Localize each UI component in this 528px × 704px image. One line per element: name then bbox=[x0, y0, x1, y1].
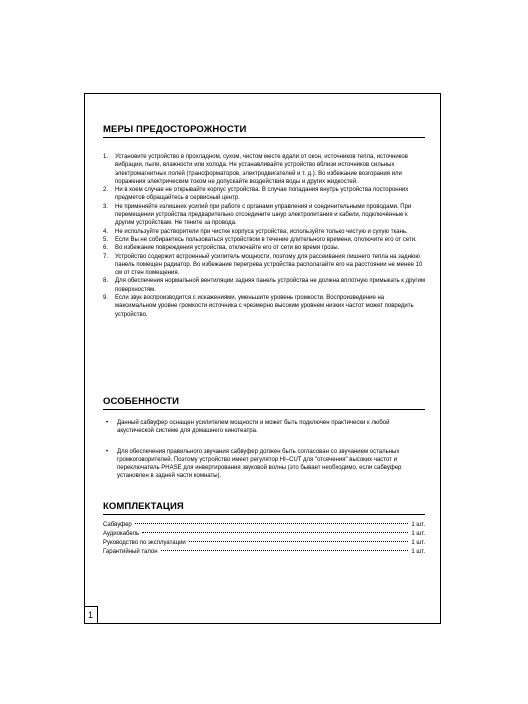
bullet-icon: • bbox=[106, 420, 109, 426]
list-item: Гарантийный талон 1 шт. bbox=[103, 549, 425, 555]
kit-heading: КОМПЛЕКТАЦИЯ bbox=[103, 501, 425, 515]
list-item: 8. Для обеспечения нормальной вентиляции задняя панель устройства не должна вплотную примыкать к другим поверхностям. bbox=[103, 278, 426, 293]
list-item: 6. Во избежание повреждения устройства, отключайте его от сети во время грозы. bbox=[103, 245, 340, 252]
features-heading: ОСОБЕННОСТИ bbox=[103, 396, 425, 410]
bullet-icon: • bbox=[106, 448, 109, 455]
list-item: 3. Не применяйте излишних усилий при работе с органами управления и соединительными проводами. При перемещении устройства предварительно отсоедините шнур электропитания и кабели, подключённые к другим устройствам. Не тяните за провода. bbox=[103, 203, 412, 227]
precautions-heading: МЕРЫ ПРЕДОСТОРОЖНОСТИ bbox=[103, 124, 425, 138]
list-item: 1. Установите устройство в прохладном, сухом, чистом месте вдали от окон, источников тепла, источников вибрации, пыли, влажности или холода. Не устанавливайте устройство вблизи источников сильных электромагнитных полей (трансформаторов, электродвигателей и т. д.). Во избежание возгорания или поражения электрическим током не допускайте воздействия воды и других жидкостей. bbox=[103, 154, 408, 185]
list-item: 4. Не используйте растворители при чистке корпуса устройства, используйте только чистую и сухую ткань. bbox=[103, 228, 408, 235]
list-item: • Для обеспечения правильного звучания сабвуфер должен быть согласован со звучанием остальных громкоговорителей. Поэтому устройство имеет регулятор HI–CUT для "отсечения" высоких частот и переключатель PHASE для инвертирования звуковой волны (это бывает необходимо, если сабвуфер установлен в задней части комнаты). bbox=[106, 448, 402, 480]
page-number: 1 bbox=[84, 606, 98, 624]
list-item: • Данный сабвуфер оснащен усилителем мощности и может быть подключен практически к любой акустической системе для домашнего кинотеатра. bbox=[106, 420, 390, 435]
precautions-list bbox=[103, 153, 425, 319]
list-item: 5. Если Вы не собираетесь пользоваться устройством в течение длительного времени, отключите его от сети. bbox=[103, 236, 417, 243]
list-item: Руководство по эксплуатации 1 шт. bbox=[103, 540, 425, 546]
features-list bbox=[103, 419, 425, 481]
list-item: 2. Ни в коем случае не открывайте корпус устройства. В случае попадания внутрь устройства посторонних предметов обращайтесь в сервисный центр. bbox=[103, 187, 409, 202]
list-item: Сабвуфер 1 шт. bbox=[103, 522, 425, 528]
list-item: 7. Устройство содержит встроенный усилитель мощности, поэтому для рассеивания лишнего тепла на заднюю панель помещен радиатор. Во избежание перегрева устройства располагайте его на расстоянии не менее 10 см от стен помещения. bbox=[103, 253, 423, 277]
kit-list bbox=[103, 521, 425, 557]
list-item: 9. Если звук воспроизводится с искажениями, уменьшите уровень громкости. Воспроизведение на максимальном уровне громкости источника с чрезмерно высоким уровнем низких частот может повредить устройство. bbox=[103, 295, 414, 318]
list-item: Аудиокабель 1 шт. bbox=[103, 531, 425, 537]
